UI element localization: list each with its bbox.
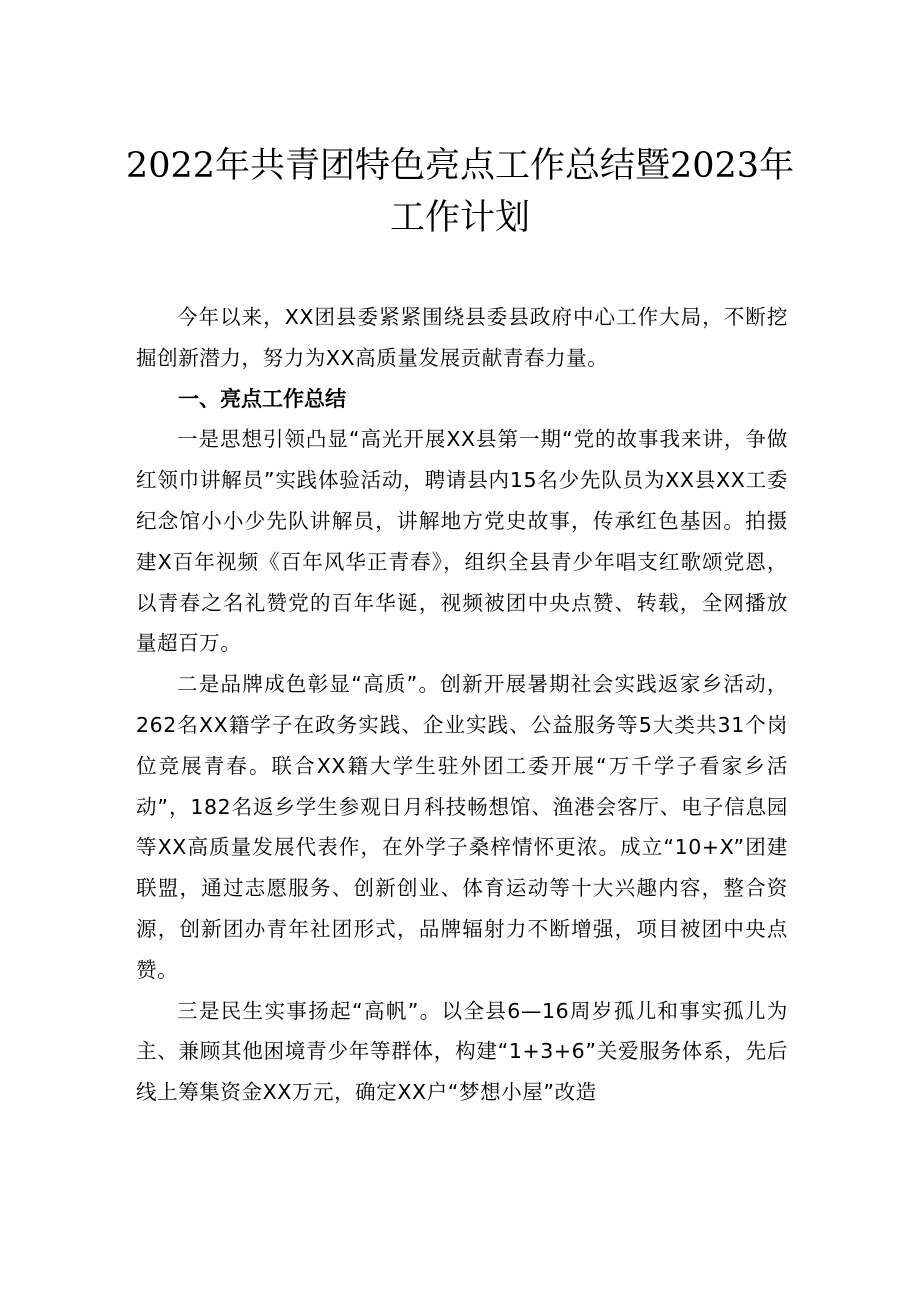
paragraph-livelihood-projects: 三是民生实事扬起“高帆”。以全县6—16周岁孤儿和事实孤儿为主、兼顾其他困境青少年等群体，构建“1+3+6”关爱服务体系，先后线上筹集资金XX万元，确定XX户“梦想小屋”改造 bbox=[136, 998, 788, 1105]
document-title bbox=[120, 140, 800, 244]
section-heading: 一、亮点工作总结 bbox=[178, 386, 346, 411]
paragraph-brand-quality: 二是品牌成色彰显“高质”。创新开展暑期社会实践返家乡活动，262名XX籍学子在政务实践、企业实践、公益服务等5大类共31个岗位竞展青春。联合XX籍大学生驻外团工委开展“万千学子看家乡活动”，182名返乡学生参观日月科技畅想馆、渔港会客厅、电子信息园等XX高质量发展代表作，在外学子桑梓情怀更浓。成立“10+X”团建联盟，通过志愿服务、创新创业、体育运动等十大兴趣内容，整合资源，创新团办青年社团形式，品牌辐射力不断增强，项目被团中央点赞。 bbox=[136, 672, 788, 982]
title-line-2: 工作计划 bbox=[389, 198, 530, 238]
paragraph-ideological-guidance: 一是思想引领凸显“高光开展XX县第一期“党的故事我来讲，争做红领巾讲解员”实践体验活动，聘请县内15名少先队员为XX县XX工委纪念馆小小少先队讲解员，讲解地方党史故事，传承红色基因。拍摄建X百年视频《百年风华正青春》，组织全县青少年唱支红歌颂党恩，以青春之名礼赞党的百年华诞，视频被团中央点赞、转载，全网播放量超百万。 bbox=[136, 427, 788, 656]
intro-paragraph: 今年以来，XX团县委紧紧围绕县委县政府中心工作大局，不断挖掘创新潜力，努力为XX高质量发展贡献青春力量。 bbox=[136, 305, 788, 370]
document-body bbox=[136, 297, 788, 1113]
title-line-1: 2022年共青团特色亮点工作总结暨2023年 bbox=[125, 146, 795, 186]
